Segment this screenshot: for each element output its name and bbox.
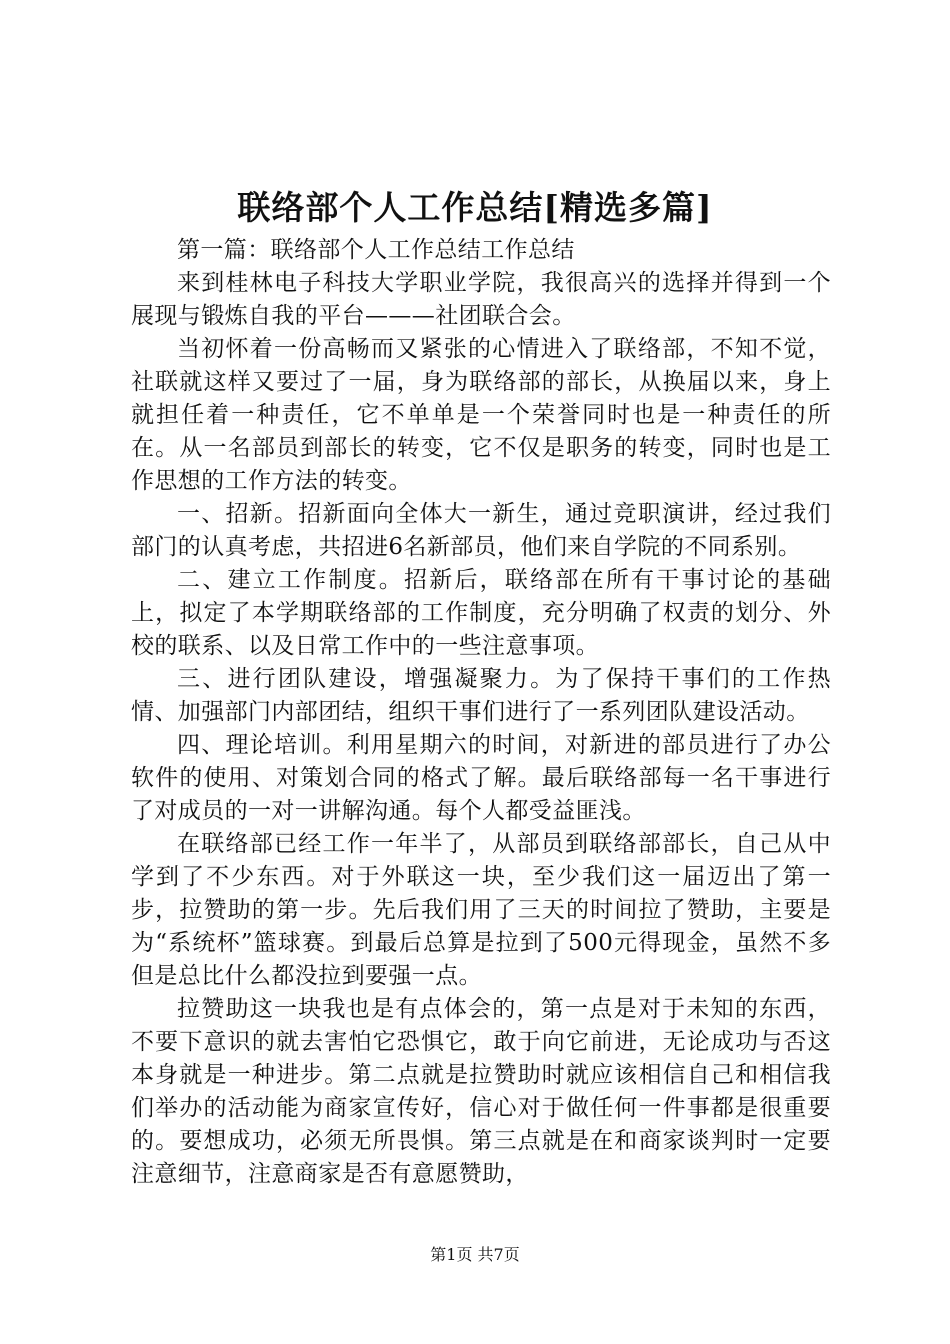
paragraph: 四、理论培训。利用星期六的时间，对新进的部员进行了办公软件的使用、对策划合同的格式了解。最后联络部每一名干事进行了对成员的一对一讲解沟通。每个人都受益匪浅。: [131, 732, 831, 824]
paragraph: 当初怀着一份高畅而又紧张的心情进入了联络部，不知不觉，社联就这样又要过了一届，身为联络部的部长，从换届以来，身上就担任着一种责任，它不单单是一个荣誉同时也是一种责任的所在。从一名部员到部长的转变，它不仅是职务的转变，同时也是工作思想的工作方法的转变。: [131, 336, 831, 494]
paragraph: 来到桂林电子科技大学职业学院，我很高兴的选择并得到一个展现与锻炼自我的平台———社团联合会。: [131, 270, 831, 329]
paragraph: 在联络部已经工作一年半了，从部员到联络部部长，自己从中学到了不少东西。对于外联这一块，至少我们这一届迈出了第一步，拉赞助的第一步。先后我们用了三天的时间拉了赞助，主要是为“系统杯”篮球赛。到最后总算是拉到了500元得现金，虽然不多但是总比什么都没拉到要强一点。: [131, 831, 831, 989]
paragraph: 一、招新。招新面向全体大一新生，通过竞职演讲，经过我们部门的认真考虑，共招进6名新部员，他们来自学院的不同系别。: [131, 501, 831, 560]
page-footer: 第1页 共7页: [430, 1245, 520, 1264]
document-body: [131, 234, 831, 1191]
paragraph: 拉赞助这一块我也是有点体会的，第一点是对于未知的东西，不要下意识的就去害怕它恐惧它，敢于向它前进，无论成功与否这本身就是一种进步。第二点就是拉赞助时就应该相信自己和相信我们举办的活动能为商家宣传好，信心对于做任何一件事都是很重要的。要想成功，必须无所畏惧。第三点就是在和商家谈判时一定要注意细节，注意商家是否有意愿赞助，: [131, 996, 831, 1187]
paragraph: 三、进行团队建设，增强凝聚力。为了保持干事们的工作热情、加强部门内部团结，组织干事们进行了一系列团队建设活动。: [131, 666, 831, 725]
document-title: 联络部个人工作总结[精选多篇]: [237, 188, 713, 227]
section-heading: 第一篇：联络部个人工作总结工作总结: [177, 237, 575, 263]
paragraph: 二、建立工作制度。招新后，联络部在所有干事讨论的基础上，拟定了本学期联络部的工作制度，充分明确了权责的划分、外校的联系、以及日常工作中的一些注意事项。: [131, 567, 831, 659]
